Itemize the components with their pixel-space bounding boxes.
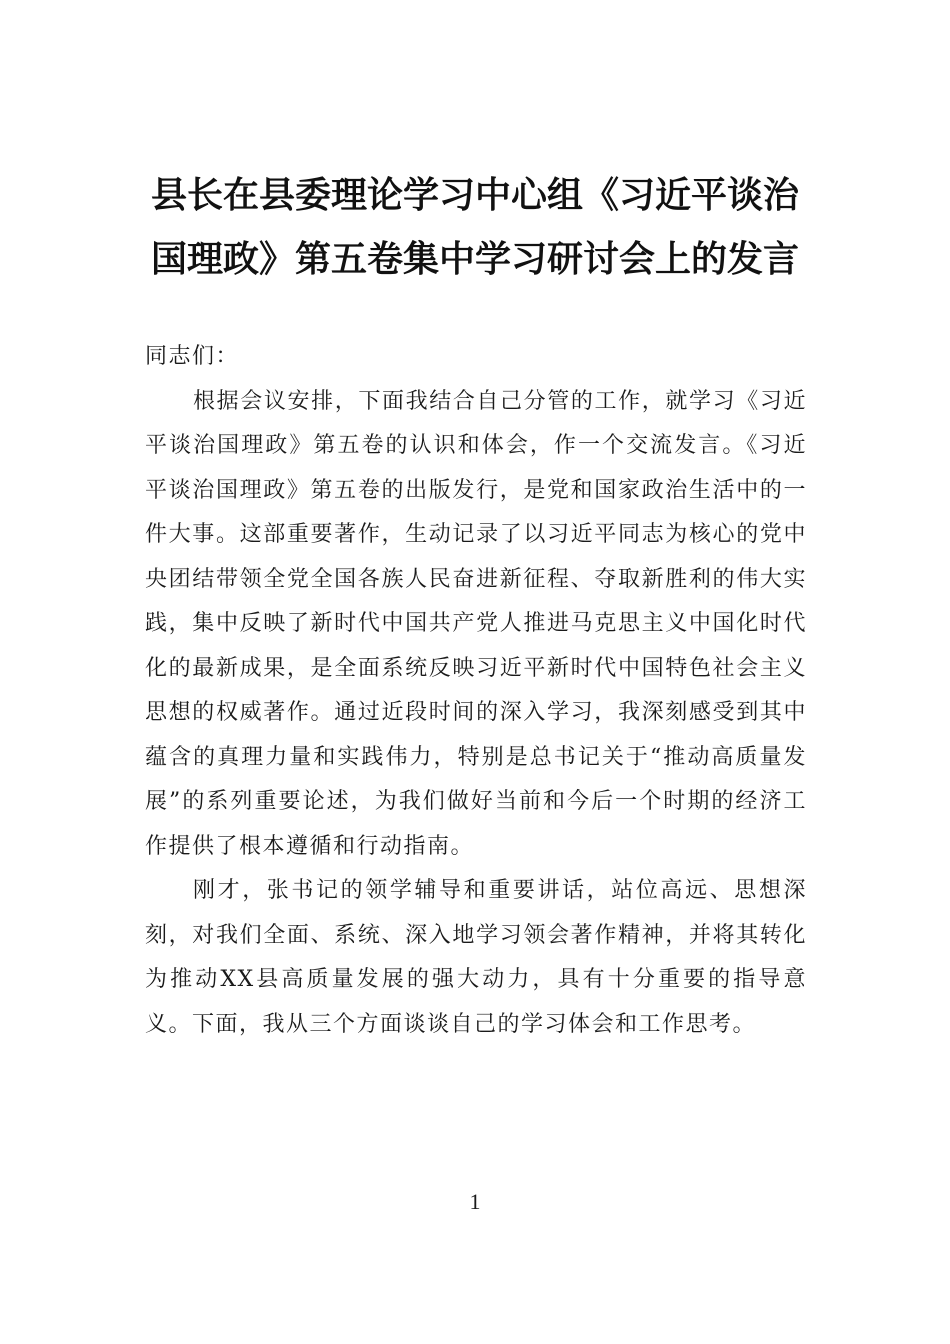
title-line-1: 县长在县委理论学习中心组《习近平谈治 bbox=[150, 175, 799, 216]
document-body bbox=[145, 335, 807, 1047]
paragraph-2: 刚才，张书记的领学辅导和重要讲话，站位高远、思想深刻，对我们全面、系统、深入地学习领会著作精神，并将其转化为推动XX县高质量发展的强大动力，具有十分重要的指导意义。下面，我从三个方面谈谈自己的学习体会和工作思考。 bbox=[145, 878, 807, 1037]
salutation: 同志们： bbox=[145, 344, 240, 369]
page-number: 1 bbox=[469, 1189, 481, 1214]
title-line-2: 国理政》第五卷集中学习研讨会上的发言 bbox=[150, 239, 799, 280]
document-title bbox=[140, 164, 810, 292]
paragraph-1: 根据会议安排，下面我结合自己分管的工作，就学习《习近平谈治国理政》第五卷的认识和体会，作一个交流发言。《习近平谈治国理政》第五卷的出版发行，是党和国家政治生活中的一件大事。这部重要著作，生动记录了以习近平同志为核心的党中央团结带领全党全国各族人民奋进新征程、夺取新胜利的伟大实践，集中反映了新时代中国共产党人推进马克思主义中国化时代化的最新成果，是全面系统反映习近平新时代中国特色社会主义思想的权威著作。通过近段时间的深入学习，我深刻感受到其中蕴含的真理力量和实践伟力，特别是总书记关于“推动高质量发展”的系列重要论述，为我们做好当前和今后一个时期的经济工作提供了根本遵循和行动指南。 bbox=[145, 388, 807, 859]
